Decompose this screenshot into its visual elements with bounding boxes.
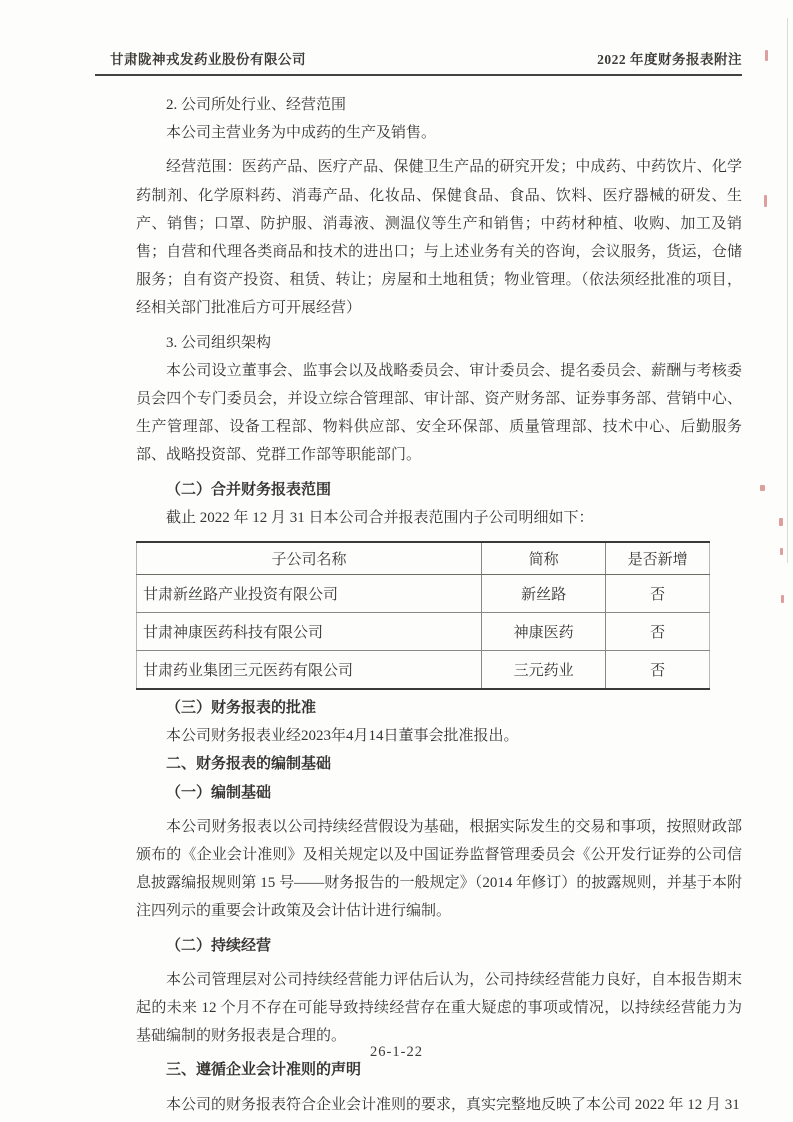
section-heading: （二）合并财务报表范围 — [166, 481, 332, 498]
scan-red-artifact — [780, 548, 783, 555]
scan-red-artifact — [781, 595, 784, 603]
table-row — [137, 613, 710, 651]
table-cell-is-new: 否 — [606, 575, 710, 613]
section-heading: （一）编制基础 — [166, 784, 272, 801]
table-header-row — [137, 542, 710, 575]
column-header-is-new: 是否新增 — [606, 542, 710, 575]
paragraph: 本公司管理层对公司持续经营能力评估后认为，公司持续经营能力良好，自本报告期末起的未来 12 个月不存在可能导致持续经营存在重大疑虑的事项或情况，以持续经营能力为基础编制的财务报表是合理的。 — [136, 971, 742, 1045]
table-cell-abbr: 神康医药 — [482, 613, 606, 651]
table-cell-abbr: 三元药业 — [482, 651, 606, 690]
header-doc-title: 2022 年度财务报表附注 — [597, 52, 742, 67]
header-company-name: 甘肃陇神戎发药业股份有限公司 — [110, 52, 306, 67]
column-header-subsidiary-name: 子公司名称 — [137, 542, 482, 575]
scan-red-artifact — [764, 195, 767, 207]
table-cell-is-new: 否 — [606, 651, 710, 690]
paragraph: 截止 2022 年 12 月 31 日本公司合并报表范围内子公司明细如下： — [166, 509, 594, 526]
table-cell-is-new: 否 — [606, 613, 710, 651]
table-row — [137, 651, 710, 690]
table-cell-name: 甘肃新丝路产业投资有限公司 — [137, 575, 482, 613]
paragraph: 经营范围：医药产品、医疗产品、保健卫生产品的研究开发；中成药、中药饮片、化学药制剂、化学原料药、消毒产品、化妆品、保健食品、食品、饮料、医疗器械的研发、生产、销售；口罩、防护服、消毒液、测温仪等生产和销售；中药材种植、收购、加工及销售；自营和代理各类商品和技术的进出口；与上述业务有关的咨询，会议服务，货运，仓储服务；自有资产投资、租赁、转让；房屋和土地租赁；物业管理。（依法须经批准的项目，经相关部门批准后方可开展经营） — [136, 159, 742, 317]
section-heading: 2. 公司所处行业、经营范围 — [166, 97, 347, 113]
paragraph: 本公司主营业务为中成药的生产及销售。 — [166, 125, 437, 142]
column-header-abbreviation: 简称 — [482, 542, 606, 575]
table-cell-name: 甘肃神康医药科技有限公司 — [137, 613, 482, 651]
paragraph: 本公司财务报表以公司持续经营假设为基础，根据实际发生的交易和事项，按照财政部颁布的《企业会计准则》及相关规定以及中国证券监督管理委员会《公开发行证券的公司信息披露编报规则第 15 号——财务报告的一般规定》（2014 年修订）的披露规则，并基于本附注四列示的重要会计政策及会计估计进行编制。 — [136, 818, 742, 920]
part-heading: 三、遵循企业会计准则的声明 — [166, 1062, 362, 1079]
section-heading: 3. 公司组织架构 — [166, 334, 272, 351]
subsidiaries-table — [136, 541, 710, 690]
table-cell-name: 甘肃药业集团三元医药有限公司 — [137, 651, 482, 690]
paragraph: 本公司设立董事会、监事会以及战略委员会、审计委员会、提名委员会、薪酬与考核委员会四个专门委员会，并设立综合管理部、审计部、资产财务部、证券事务部、营销中心、生产管理部、设备工程部、物料供应部、安全环保部、质量管理部、技术中心、后勤服务部、战略投资部、党群工作部等职能部门。 — [136, 362, 742, 464]
page-header — [110, 48, 742, 68]
section-heading: （三）财务报表的批准 — [166, 700, 317, 717]
header-divider — [95, 74, 742, 76]
table-cell-abbr: 新丝路 — [482, 575, 606, 613]
paragraph: 本公司财务报表业经2023年4月14日董事会批准报出。 — [166, 728, 519, 745]
document-body — [136, 91, 742, 1119]
paragraph: 本公司的财务报表符合企业会计准则的要求，真实完整地反映了本公司 2022 年 12 月 31 — [166, 1096, 740, 1113]
scan-red-artifact — [779, 518, 783, 526]
part-heading: 二、财务报表的编制基础 — [166, 756, 332, 773]
page-number: 26-1-22 — [370, 1044, 423, 1060]
scan-page-edge — [787, 18, 788, 563]
section-heading: （二）持续经营 — [166, 937, 272, 954]
scan-red-artifact — [765, 50, 768, 61]
scan-red-artifact — [760, 485, 765, 491]
table-row — [137, 575, 710, 613]
